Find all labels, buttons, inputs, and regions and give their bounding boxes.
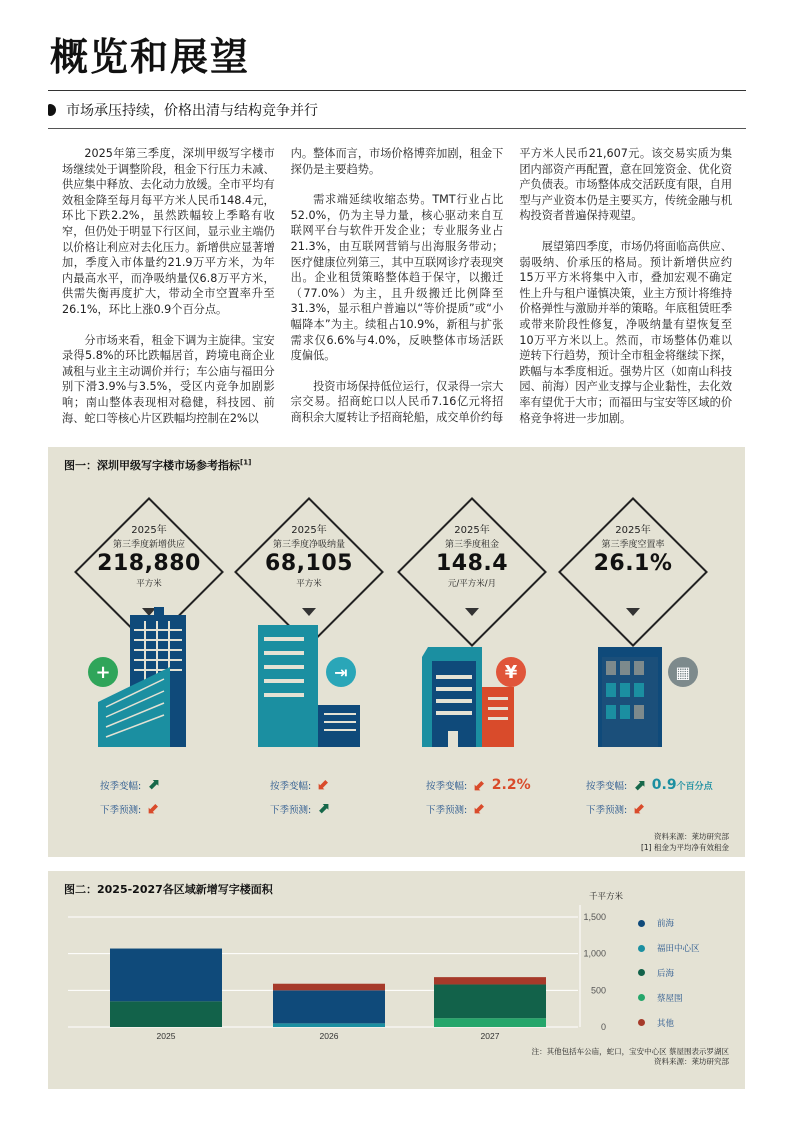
bar-segment-2027 xyxy=(434,977,546,984)
legend-swatch xyxy=(638,1019,645,1026)
metric-4-qoq: 按季变幅: ⬈ 0.9个百分点 xyxy=(586,775,713,794)
section-divider xyxy=(48,128,746,129)
chart-legend xyxy=(638,911,700,1035)
legend-label: 前海 xyxy=(657,919,675,930)
plus-icon: + xyxy=(88,657,118,687)
caret-down-icon xyxy=(302,608,316,616)
building-illustration-2 xyxy=(258,625,368,747)
y-axis-unit: 千平方米 xyxy=(588,892,623,902)
bar-segment-2026 xyxy=(273,990,385,1023)
section-heading xyxy=(48,100,318,120)
x-tick-label: 2027 xyxy=(480,1031,500,1041)
paragraph: 分市场来看，租金下调为主旋律。宝安录得5.8%的环比跌幅居首，跨境电商企业减租与业主主动调价并行；车公庙与福田分别下滑3.9%与3.5%，受区内竞争加剧影响；南山整体表现相对稳健，科技园、前海、蛇口等核心片区跌幅均控制在2%以 xyxy=(62,333,275,425)
arrow-up-icon: ⬈ xyxy=(633,775,646,794)
page-title: 概览和展望 xyxy=(50,35,251,79)
metric-label: 第三季度净吸纳量 xyxy=(272,540,345,550)
x-tick-label: 2026 xyxy=(319,1031,339,1041)
paragraph: 内。整体而言，市场价格博弈加剧，租金下探仍是主要趋势。 xyxy=(290,147,504,176)
legend-item xyxy=(638,961,700,986)
legend-item xyxy=(638,985,700,1010)
metric-3-qoq: 按季变幅: ⬋ 2.2% xyxy=(426,775,531,794)
legend-swatch xyxy=(638,920,645,927)
arrow-down-icon: ⬋ xyxy=(147,799,160,817)
figure-1-title: 图一：深圳甲级写字楼市场参考指标[1] xyxy=(64,458,252,472)
figure-1-market-indicators xyxy=(48,447,745,857)
y-tick-label: 500 xyxy=(590,985,606,996)
metric-2-forecast: 下季预测: ⬈ xyxy=(270,799,330,817)
paragraph: 需求端延续收缩态势。TMT行业占比52.0%，仍为主导力量，核心驱动来自互联网平台与软件开发企业；专业服务业占21.3%，由互联网营销与出海服务带动；医疗健康位列第三，其中互联网诊疗表现突出。企业租赁策略整体趋于保守，以搬迁（77.0%）为主，且升级搬迁比例降至31.3%，显示租户普遍以“等价提质”或“小幅降本”为主。续租占10.9%，新租与扩张需求仅6.6%与4.0%，反映整体市场活跃度偏低。 xyxy=(290,193,504,363)
bar-segment-2026 xyxy=(273,984,385,991)
y-tick-label: 0 xyxy=(600,1022,606,1032)
bar-segment-2027 xyxy=(434,1018,546,1027)
metric-year: 2025年 xyxy=(131,525,167,536)
legend-label: 福田中心区 xyxy=(657,944,700,955)
y-tick-label: 1,500 xyxy=(583,912,606,922)
metric-4-forecast: 下季预测: ⬋ xyxy=(586,799,646,817)
article-column-1 xyxy=(62,146,275,441)
move-in-icon: ⇥ xyxy=(326,657,356,687)
figure-2-title: 图二：2025-2027各区域新增写字楼面积 xyxy=(64,883,273,896)
title-divider xyxy=(48,90,746,91)
legend-swatch xyxy=(638,945,645,952)
x-tick-label: 2025 xyxy=(156,1031,176,1041)
metric-year: 2025年 xyxy=(291,525,327,536)
metric-unit: 平方米 xyxy=(136,579,162,589)
metric-value: 148.4 xyxy=(435,551,509,576)
metric-value: 68,105 xyxy=(265,551,353,576)
figure-2-notes: 注：其他包括车公庙，蛇口，宝安中心区 蔡屋围表示罗湖区 资料来源：莱坊研究部 xyxy=(531,1047,729,1066)
metric-label: 第三季度空置率 xyxy=(601,540,665,550)
heading-marker-icon xyxy=(48,104,56,116)
figure-2-new-supply-chart xyxy=(48,871,745,1089)
paragraph: 平方米人民币21,607元。该交易实质为集团内部资产再配置，意在回笼资金、优化资产负债表。市场整体成交活跃度有限，自用型与产业资本仍是主要买方，传统金融与机构投资者普遍保持观望。 xyxy=(519,147,733,223)
metric-1-forecast: 下季预测: ⬋ xyxy=(100,799,160,817)
legend-item xyxy=(638,1010,700,1035)
caret-down-icon xyxy=(626,608,640,616)
arrow-up-icon: ⬈ xyxy=(147,775,160,793)
legend-item xyxy=(638,911,700,936)
metric-1-qoq: 按季变幅: ⬈ xyxy=(100,775,160,793)
metric-vacancy xyxy=(558,497,708,647)
metric-year: 2025年 xyxy=(454,525,490,536)
metric-label: 第三季度租金 xyxy=(444,540,499,550)
section-heading-text: 市场承压持续，价格出清与结构竞争并行 xyxy=(66,103,318,119)
caret-down-icon xyxy=(465,608,479,616)
legend-item xyxy=(638,936,700,961)
metric-2-qoq: 按季变幅: ⬋ xyxy=(270,775,330,793)
arrow-down-icon: ⬋ xyxy=(633,799,646,817)
yuan-icon: ¥ xyxy=(496,657,526,687)
article-column-3 xyxy=(519,146,732,441)
metric-unit: 元/平方米/月 xyxy=(447,579,497,589)
metric-3-forecast: 下季预测: ⬋ xyxy=(426,799,486,817)
legend-label: 后海 xyxy=(657,968,675,979)
bar-segment-2025 xyxy=(110,949,222,1002)
figure-1-source: 资料来源：莱坊研究部 [1] 租金为平均净有效租金 xyxy=(640,832,729,852)
y-tick-label: 1,000 xyxy=(583,948,606,959)
vacancy-icon: ▦ xyxy=(668,657,698,687)
article-body xyxy=(62,146,732,441)
metric-label: 第三季度新增供应 xyxy=(112,540,185,550)
metric-year: 2025年 xyxy=(615,525,651,536)
legend-swatch xyxy=(638,994,645,1001)
legend-label: 其他 xyxy=(657,1018,675,1029)
bar-segment-2025 xyxy=(110,1001,222,1027)
metric-rent xyxy=(397,497,547,647)
article-column-2 xyxy=(291,146,504,441)
paragraph: 投资市场保持低位运行，仅录得一宗大宗交易。招商蛇口以人民币7.16亿元将招商积余大厦转让予招商轮船，成交单价约每 xyxy=(290,379,504,424)
bar-segment-2026 xyxy=(273,1023,385,1027)
paragraph: 展望第四季度，市场仍将面临高供应、弱吸纳、价承压的格局。预计新增供应约15万平方米将集中入市，叠加宏观不确定性上升与租户谨慎决策，业主方预计将维持价格弹性与激励并举的策略。年底租赁旺季或带来阶段性修复，净吸纳量有望恢复至10万平方米以上。然而，市场整体仍难以逆转下行趋势，预计全市租金将继续下探，跌幅与本季度相近。强势片区（如南山科技园、前海）因产业支撑与企业黏性，去化效率有望优于大市；而福田与宝安等区域的价格竞争将进一步加剧。 xyxy=(519,239,733,425)
arrow-up-icon: ⬈ xyxy=(317,799,330,817)
metric-value: 26.1% xyxy=(593,551,673,576)
arrow-down-icon: ⬋ xyxy=(473,775,486,794)
metric-unit: 平方米 xyxy=(296,579,322,589)
arrow-down-icon: ⬋ xyxy=(317,775,330,793)
legend-swatch xyxy=(638,969,645,976)
metric-value: 218,880 xyxy=(97,551,201,576)
bar-segment-2027 xyxy=(434,984,546,1018)
arrow-down-icon: ⬋ xyxy=(473,799,486,817)
legend-label: 蔡屋围 xyxy=(657,993,683,1004)
paragraph: 2025年第三季度，深圳甲级写字楼市场继续处于调整阶段，租金下行压力未减、供应集中释放、去化动力放缓。全市平均有效租金降至每月每平方米人民币148.4元，环比下跌2.2%，虽然跌幅较上季略有收窄，但仍处于明显下行区间，显示业主端仍以价格让利应对去化压力。新增供应显著增加，季度入市体量约21.9万平方米，为年内最高水平，而净吸纳量仅6.8万平方米，供需失衡再度扩大，带动全市空置率升至26.1%，环比上涨0.9个百分点。 xyxy=(62,147,275,316)
